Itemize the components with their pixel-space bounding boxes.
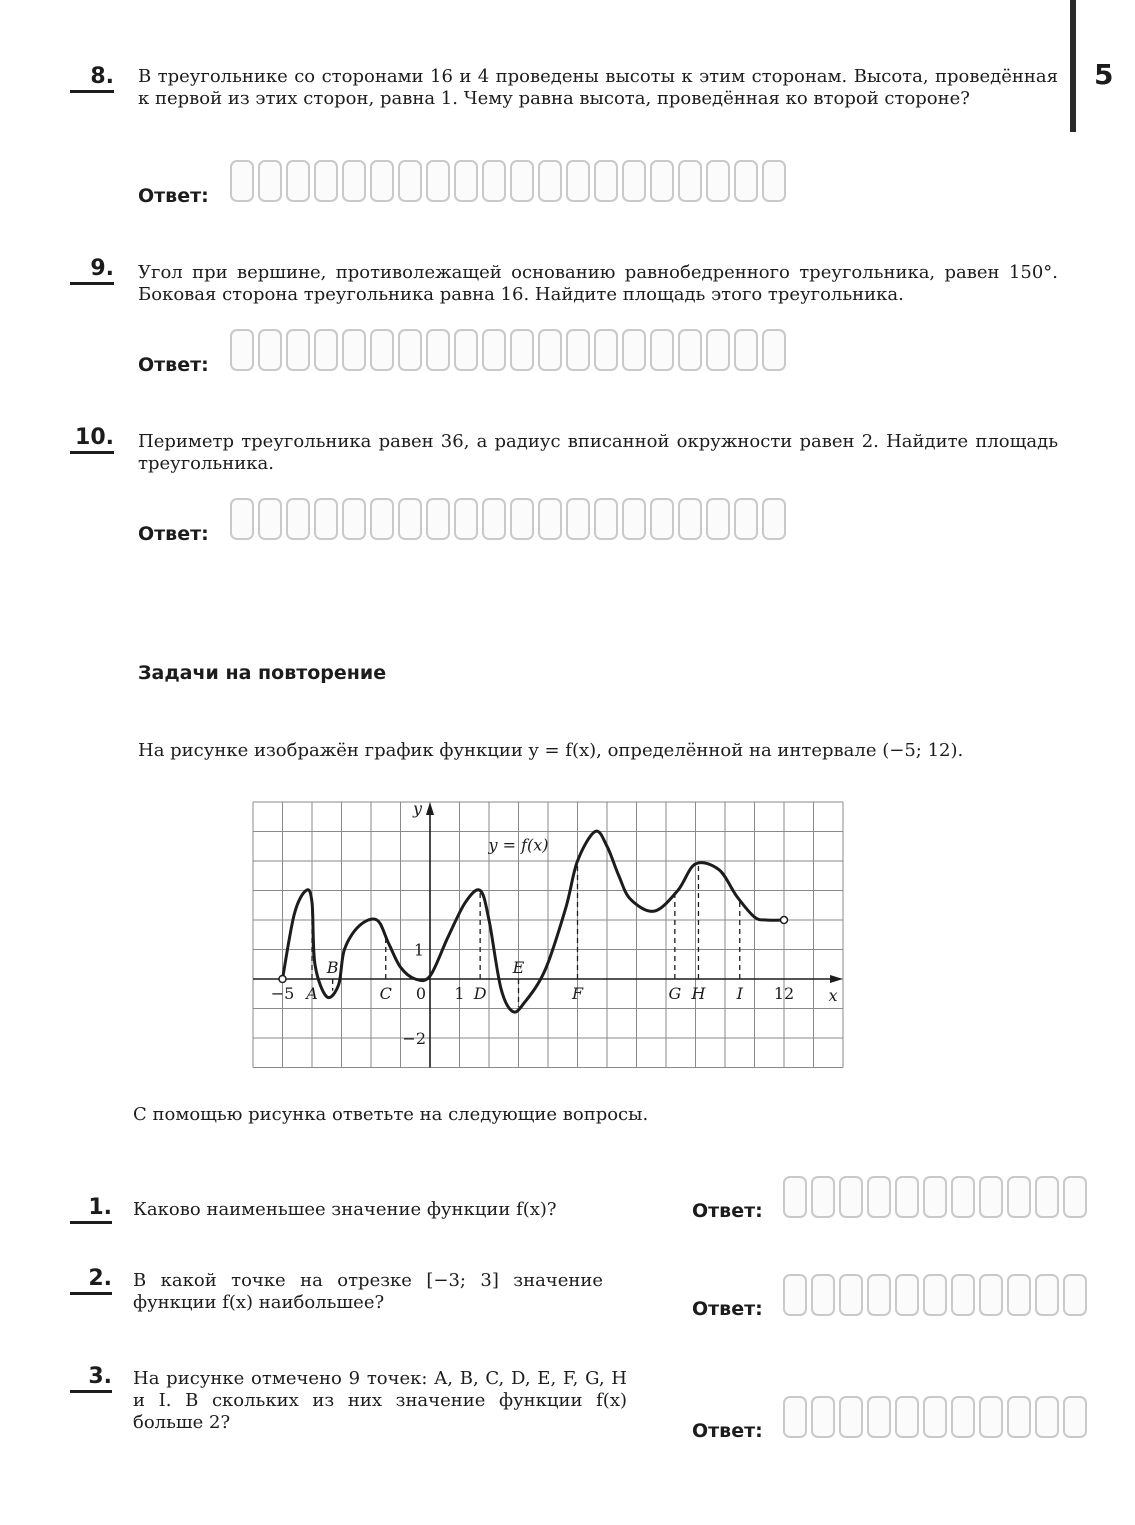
answer-label: Ответ:	[692, 1298, 763, 1320]
answer-boxes[interactable]	[230, 160, 786, 202]
y-axis-label: y	[412, 799, 422, 818]
function-graph	[250, 795, 850, 1075]
section-intro: На рисунке изображён график функции y = f(x), определённой на интервале (−5; 12).	[138, 740, 964, 761]
answer-boxes[interactable]	[783, 1176, 1087, 1218]
point-label-c: C	[379, 984, 392, 1003]
page-edge-bar	[1070, 0, 1076, 132]
function-curve	[283, 831, 785, 1012]
x-axis-arrow	[830, 975, 843, 983]
answer-label: Ответ:	[138, 354, 209, 376]
answer-boxes[interactable]	[783, 1274, 1087, 1316]
point-label-b: B	[326, 958, 339, 977]
question-number: 2.	[70, 1266, 112, 1295]
point-label-i: I	[736, 984, 743, 1003]
task-number: 9.	[70, 256, 114, 285]
y-tick-label: 1	[413, 940, 424, 960]
answer-boxes[interactable]	[230, 498, 786, 540]
task-text: В треугольнике со сторонами 16 и 4 проведены высоты к этим сторонам. Высота, проведённая к первой из этих сторон, равна 1. Чему равна высота, проведённая ко второй стороне?	[138, 66, 1058, 109]
point-label-f: F	[571, 984, 584, 1003]
x-tick-label: 0	[415, 984, 427, 1003]
answer-label: Ответ:	[138, 523, 209, 545]
y-axis-arrow	[426, 802, 434, 815]
task-number: 8.	[70, 64, 114, 93]
figure-instruction: С помощью рисунка ответьте на следующие вопросы.	[133, 1104, 649, 1125]
answer-label: Ответ:	[692, 1200, 763, 1222]
point-label-e: E	[512, 958, 525, 977]
point-label-d: D	[473, 984, 487, 1003]
question-text: В какой точке на отрезке [−3; 3] значение функции f(x) наибольшее?	[133, 1270, 603, 1313]
task-text: Периметр треугольника равен 36, а радиус вписанной окружности равен 2. Найдите площадь треугольника.	[138, 431, 1058, 474]
x-axis-label: x	[828, 986, 838, 1005]
answer-boxes[interactable]	[783, 1396, 1087, 1438]
question-number: 1.	[70, 1195, 112, 1224]
task-number: 10.	[70, 425, 114, 454]
x-tick-label: −5	[270, 984, 295, 1003]
point-label-g: G	[668, 984, 682, 1003]
curve-label: y = f(x)	[488, 835, 549, 855]
answer-label: Ответ:	[692, 1420, 763, 1442]
answer-boxes[interactable]	[230, 329, 786, 371]
y-tick-label: −2	[402, 1029, 426, 1048]
task-text: Угол при вершине, противолежащей основанию равнобедренного треугольника, равен 150°. Боковая сторона треугольника равна 16. Найдите площадь этого треугольника.	[138, 262, 1058, 305]
answer-label: Ответ:	[138, 185, 209, 207]
point-label-a: A	[306, 984, 318, 1003]
point-label-h: H	[691, 984, 706, 1003]
section-title: Задачи на повторение	[138, 662, 387, 684]
question-text: На рисунке отмечено 9 точек: A, B, C, D, E, F, G, H и I. В скольких из них значение функции f(x) больше 2?	[133, 1368, 627, 1433]
open-endpoint-left	[279, 976, 286, 983]
x-tick-label: 12	[773, 984, 795, 1003]
question-text: Каково наименьшее значение функции f(x)?	[133, 1199, 557, 1220]
question-number: 3.	[70, 1364, 112, 1393]
page-number: 5	[1094, 58, 1114, 91]
x-tick-label: 1	[454, 984, 465, 1003]
open-endpoint-right	[781, 917, 788, 924]
